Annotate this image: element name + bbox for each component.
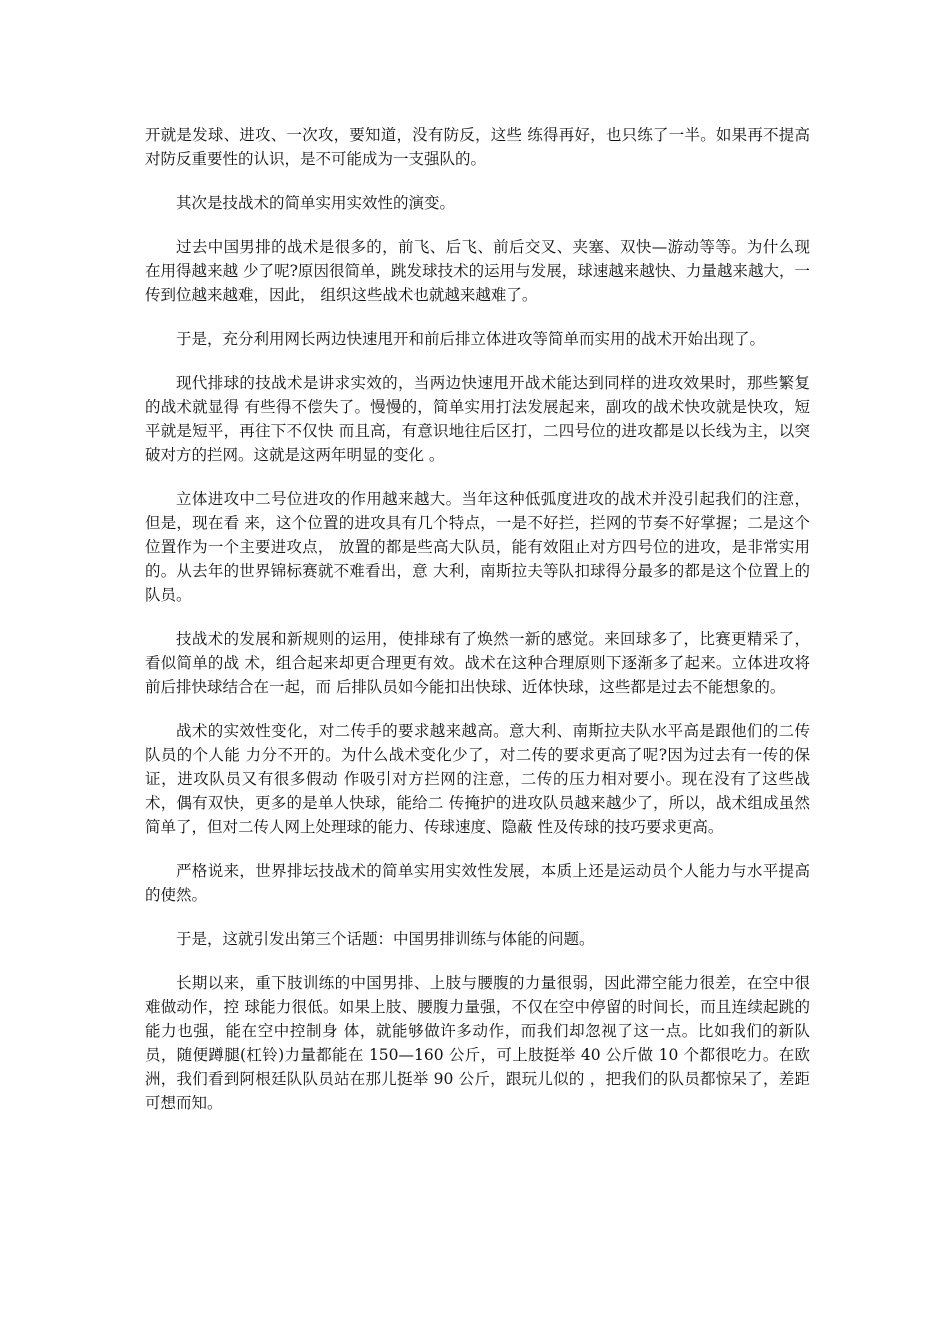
paragraph-8: 战术的实效性变化，对二传手的要求越来越高。意大利、南斯拉夫队水平高是跟他们的二传队员的个人能 力分不开的。为什么战术变化少了，对二传的要求更高了呢?因为过去有一传的保证，进攻队员又有很多假动 作吸引对方拦网的注意，二传的压力相对要小。现在没有了这些战术，偶有双快，更多的是单人快球，能给二 传掩护的进攻队员越来越少了，所以，战术组成虽然简单了，但对二传人网上处理球的能力、传球速度、隐蔽 性及传球的技巧要求更高。 xyxy=(145,722,810,836)
paragraph-9: 严格说来，世界排坛技战术的简单实用实效性发展，本质上还是运动员个人能力与水平提高的使然。 xyxy=(145,862,810,904)
paragraph-3: 过去中国男排的战术是很多的，前飞、后飞、前后交叉、夹塞、双快—游动等等。为什么现在用得越来越 少了呢?原因很简单，跳发球技术的运用与发展，球速越来越快、力量越来越大，一传到位越来越难，因此， 组织这些战术也就越来越难了。 xyxy=(145,238,810,304)
paragraph-2: 其次是技战术的简单实用实效性的演变。 xyxy=(176,194,456,212)
paragraph-1: 开就是发球、进攻、一次攻，要知道，没有防反，这些 练得再好，也只练了一半。如果再不提高对防反重要性的认识，是不可能成为一支强队的。 xyxy=(145,126,810,168)
paragraph-6: 立体进攻中二号位进攻的作用越来越大。当年这种低弧度进攻的战术并没引起我们的注意，但是，现在看 来，这个位置的进攻具有几个特点，一是不好拦，拦网的节奏不好掌握；二是这个位置作为一个主要进攻点， 放置的都是些高大队员，能有效阻止对方四号位的进攻，是非常实用的。从去年的世界锦标赛就不难看出，意 大利，南斯拉夫等队扣球得分最多的都是这个位置上的队员。 xyxy=(145,490,810,604)
paragraph-10: 于是，这就引发出第三个话题：中国男排训练与体能的问题。 xyxy=(176,930,595,948)
paragraph-5: 现代排球的技战术是讲求实效的，当两边快速甩开战术能达到同样的进攻效果时，那些繁复的战术就显得 有些得不偿失了。慢慢的，简单实用打法发展起来，副攻的战术快攻就是快攻，短平就是短平，再往下不仅快 而且高，有意识地往后区打，二四号位的进攻都是以长线为主，以突破对方的拦网。这就是这两年明显的变化 。 xyxy=(145,374,810,464)
paragraph-7: 技战术的发展和新规则的运用，使排球有了焕然一新的感觉。来回球多了，比赛更精采了，看似简单的战 术，组合起来却更合理更有效。战术在这种合理原则下逐渐多了起来。立体进攻将前后排快球结合在一起，而 后排队员如今能扣出快球、近体快球，这些都是过去不能想象的。 xyxy=(145,630,810,696)
article-body xyxy=(145,123,810,1135)
paragraph-11: 长期以来，重下肢训练的中国男排、上肢与腰腹的力量很弱，因此滞空能力很差，在空中很难做动作，控 球能力很低。如果上肢、腰腹力量强，不仅在空中停留的时间长，而且连续起跳的能力也强，能在空中控制身 体，就能够做许多动作，而我们却忽视了这一点。比如我们的新队员，随便蹲腿(杠铃)力量都能在 150—160 公斤，可上肢挺举 40 公斤做 10 个都很吃力。在欧洲，我们看到阿根廷队队员站在那儿挺举 90 公斤，跟玩儿似的 ，把我们的队员都惊呆了，差距可想而知。 xyxy=(145,974,810,1112)
paragraph-4: 于是，充分利用网长两边快速甩开和前后排立体进攻等简单而实用的战术开始出现了。 xyxy=(176,330,766,348)
